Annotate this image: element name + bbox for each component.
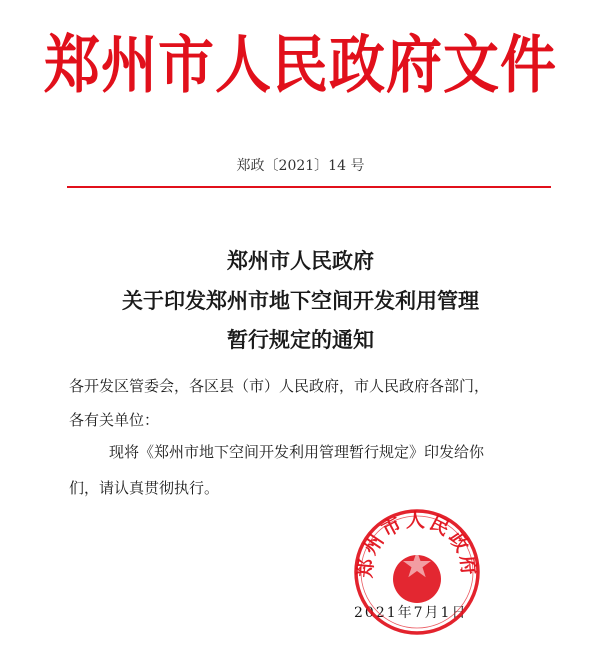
issuer-masthead: 郑州市人民政府文件 (44, 28, 557, 102)
seal-text: 郑州市人民政府 (354, 509, 480, 579)
red-divider-line (67, 186, 551, 188)
body-line-recipients-cont: 各有关单位： (69, 411, 160, 429)
seal-emblem (393, 551, 441, 603)
official-seal (352, 507, 482, 637)
document-number: 郑政〔2021〕14 号 (236, 158, 365, 174)
body-line-recipients: 各开发区管委会，各区县（市）人民政府，市人民政府各部门， (69, 377, 490, 395)
body-line-notice-cont: 们，请认真贯彻执行。 (69, 479, 220, 497)
title-line-1: 郑州市人民政府 (227, 248, 374, 273)
title-line-3: 暂行规定的通知 (227, 327, 374, 352)
issue-date: 2021年7月1日 (354, 605, 468, 621)
body-line-notice: 现将《郑州市地下空间开发利用管理暂行规定》印发给你 (109, 443, 485, 461)
title-line-2: 关于印发郑州市地下空间开发利用管理 (122, 288, 479, 313)
